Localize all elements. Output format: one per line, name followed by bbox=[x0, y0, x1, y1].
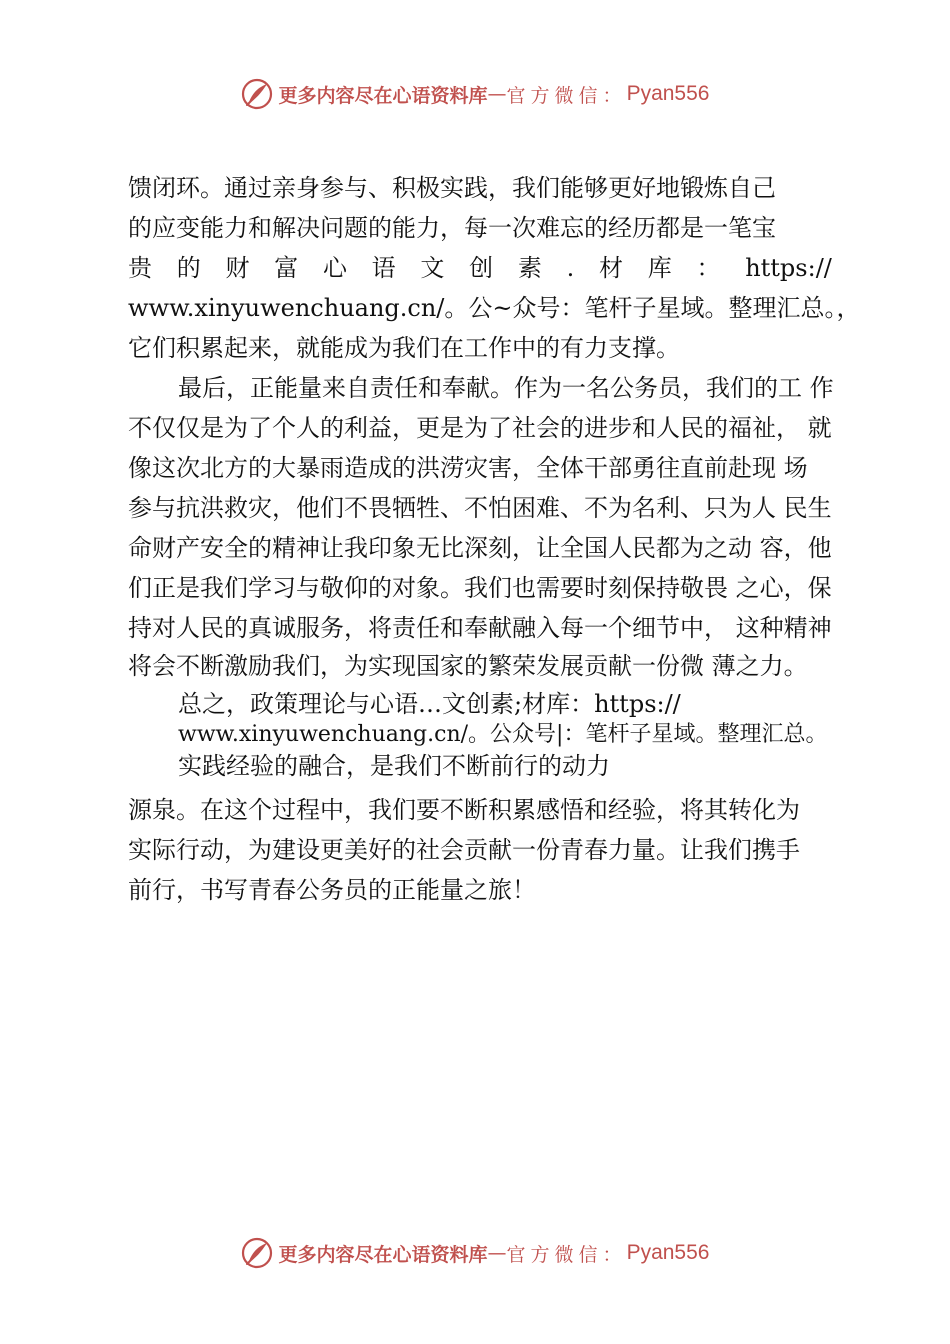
spaced-char: ： bbox=[696, 254, 721, 282]
spaced-char: 创 bbox=[469, 254, 494, 282]
text-line: 像这次北方的大暴雨造成的洪涝灾害，全体干部勇往直前赴现 场 bbox=[128, 454, 808, 482]
footer-wechat-label: 官方微信： bbox=[506, 1243, 627, 1266]
text-line: 源泉。在这个过程中，我们要不断积累感悟和经验，将其转化为 bbox=[128, 796, 800, 824]
header-brand-text: 更多内容尽在心语资料库 bbox=[278, 84, 488, 107]
spaced-char: 库 bbox=[647, 254, 672, 282]
text-line: 前行，书写青春公务员的正能量之旅！ bbox=[128, 876, 536, 904]
text-line: 命财产安全的精神让我印象无比深刻，让全国人民都为之动 容，他 bbox=[128, 534, 832, 562]
header-wechat-label: 官方微信： bbox=[506, 84, 627, 107]
spaced-char: 财 bbox=[225, 254, 250, 282]
spaced-char: 贵 bbox=[128, 254, 152, 282]
text-line: 馈闭环。通过亲身参与、积极实践，我们能够更好地锻炼自己 bbox=[128, 174, 776, 202]
text-line: 参与抗洪救灾，他们不畏牺牲、不怕困难、不为名利、只为人 民生 bbox=[128, 494, 832, 522]
spaced-char: 素 bbox=[517, 254, 542, 282]
spaced-char: 材 bbox=[598, 254, 623, 282]
spaced-char: 语 bbox=[371, 254, 396, 282]
quill-logo-icon bbox=[241, 78, 273, 110]
text-line: 持对人民的真诚服务，将责任和奉献融入每一个细节中， 这种精神 bbox=[128, 614, 832, 642]
text-line: www.xinyuwenchuang.cn/。公众号|：笔杆子星域。整理汇总。 bbox=[178, 722, 828, 747]
spaced-char: 心 bbox=[322, 254, 347, 282]
header-separator: — bbox=[487, 83, 507, 105]
text-line: 它们积累起来，就能成为我们在工作中的有力支撑。 bbox=[128, 334, 680, 362]
spaced-char: 的 bbox=[176, 254, 201, 282]
spaced-url: https:// bbox=[745, 254, 832, 282]
text-line: 不仅仅是为了个人的利益，更是为了社会的进步和人民的福祉， 就 bbox=[128, 414, 832, 442]
footer-brand-text: 更多内容尽在心语资料库 bbox=[278, 1243, 488, 1266]
footer-wechat-id: Pyan556 bbox=[626, 1241, 710, 1264]
text-line: 实践经验的融合，是我们不断前行的动力 bbox=[178, 752, 610, 780]
spaced-char: . bbox=[566, 254, 575, 282]
text-line: www.xinyuwenchuang.cn/。公~众号：笔杆子星域。整理汇总。， bbox=[128, 294, 861, 322]
text-line-justified bbox=[128, 253, 832, 283]
spaced-char: 文 bbox=[420, 254, 445, 282]
footer-separator: — bbox=[487, 1242, 507, 1264]
header-banner bbox=[0, 74, 950, 114]
spaced-char: 富 bbox=[274, 254, 299, 282]
quill-logo-icon bbox=[241, 1237, 273, 1269]
text-line: 总之，政策理论与心语…文创素;材库：https:// bbox=[178, 690, 681, 718]
header-wechat-id: Pyan556 bbox=[626, 82, 710, 105]
text-line: 们正是我们学习与敬仰的对象。我们也需要时刻保持敬畏 之心，保 bbox=[128, 574, 832, 602]
footer-banner bbox=[0, 1233, 950, 1273]
text-line: 实际行动，为建设更美好的社会贡献一份青春力量。让我们携手 bbox=[128, 836, 800, 864]
text-line: 最后，正能量来自责任和奉献。作为一名公务员，我们的工 作 bbox=[178, 374, 834, 402]
text-line: 的应变能力和解决问题的能力，每一次难忘的经历都是一笔宝 bbox=[128, 214, 776, 242]
text-line: 将会不断激励我们，为实现国家的繁荣发展贡献一份微 薄之力。 bbox=[128, 652, 808, 680]
